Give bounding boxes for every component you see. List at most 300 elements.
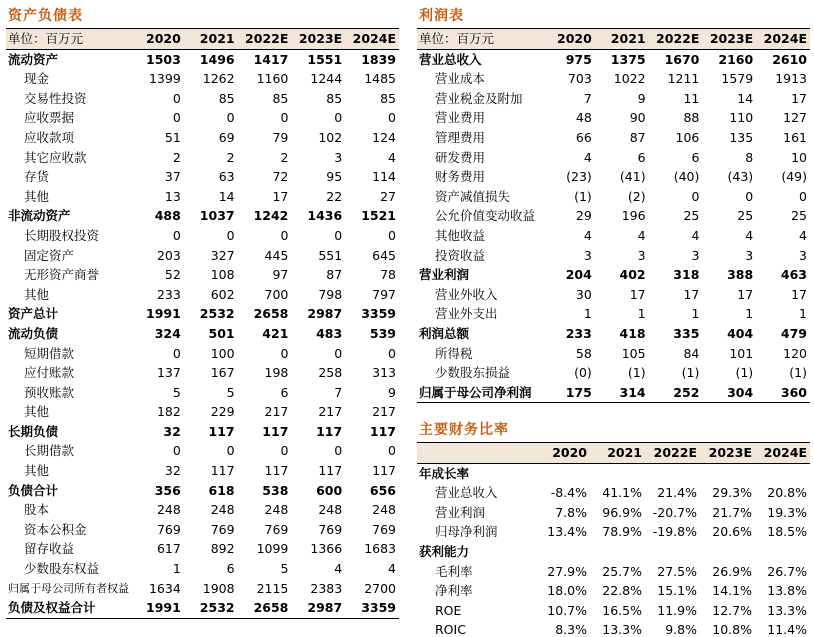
cell-value: 258 <box>318 365 343 381</box>
cell-value: 4 <box>334 561 343 577</box>
cell-value: (1) <box>681 365 700 381</box>
cell-value: 1099 <box>256 541 289 557</box>
table-row <box>6 187 399 207</box>
cell-value: 25 <box>791 208 807 224</box>
cell-value: -8.4% <box>550 485 587 501</box>
cell-value: 797 <box>372 286 396 302</box>
cell-value: 6 <box>280 384 289 400</box>
cell-value <box>590 542 645 562</box>
cell-value: 0 <box>691 188 700 204</box>
cell-value: 0 <box>388 227 396 243</box>
row-label: 营业总收入 <box>435 485 498 501</box>
cell-value: 41.1% <box>602 485 642 501</box>
table-row <box>417 187 810 207</box>
cell-value: 114 <box>372 169 396 185</box>
cell-value: 17 <box>791 286 807 302</box>
year-header: 2020 <box>541 29 595 50</box>
ratios-title: 主要财务比率 <box>419 422 509 438</box>
cell-value: 1375 <box>610 51 646 67</box>
cell-value: (23) <box>566 169 592 185</box>
cell-value: 769 <box>318 521 343 537</box>
cell-value: 117 <box>369 423 396 439</box>
year-header: 2022E <box>645 443 700 464</box>
cell-value: 798 <box>318 286 343 302</box>
cell-value: 32 <box>164 463 181 479</box>
row-label: 非流动资产 <box>8 208 71 224</box>
cell-value: 3 <box>583 247 592 263</box>
cell-value: 161 <box>783 129 807 145</box>
cell-value: 404 <box>727 325 754 341</box>
cell-value: 324 <box>154 325 181 341</box>
table-row <box>417 304 810 324</box>
table-row <box>6 246 399 266</box>
cell-value <box>755 542 810 562</box>
ratios-header-row <box>417 443 810 464</box>
cell-value: 7.8% <box>555 504 587 520</box>
cell-value: 7 <box>334 384 343 400</box>
row-label: 获利能力 <box>419 543 470 559</box>
row-label: 其他 <box>24 286 50 302</box>
cell-value: 0 <box>226 443 235 459</box>
cell-value: 17 <box>272 188 289 204</box>
cell-value: 1242 <box>253 208 289 224</box>
year-header: 2021 <box>590 443 645 464</box>
row-label: 预收账款 <box>24 384 75 400</box>
row-label: 股本 <box>24 502 50 518</box>
cell-value: 975 <box>565 51 592 67</box>
cell-value: 27.5% <box>657 563 697 579</box>
cell-value: 3 <box>799 247 807 263</box>
cell-value: 22 <box>326 188 343 204</box>
cell-value: 0 <box>388 443 396 459</box>
cell-value: 5 <box>226 384 235 400</box>
table-row <box>6 285 399 305</box>
cell-value: 4 <box>799 227 807 243</box>
table-row <box>6 539 399 559</box>
row-label: 存货 <box>24 169 50 185</box>
cell-value: 551 <box>318 247 343 263</box>
income-statement-panel <box>417 4 810 403</box>
cell-value: (1) <box>735 365 754 381</box>
cell-value: 204 <box>565 267 592 283</box>
year-header: 2022E <box>238 29 292 50</box>
row-label: 留存收益 <box>24 541 75 557</box>
balance-sheet-header-row <box>6 29 399 50</box>
cell-value: (43) <box>727 169 754 185</box>
cell-value: 618 <box>208 482 235 498</box>
cell-value: 175 <box>541 383 595 403</box>
cell-value: 87 <box>629 129 646 145</box>
cell-value: 1503 <box>146 51 181 67</box>
cell-value: 124 <box>372 129 396 145</box>
cell-value: 27.9% <box>547 563 587 579</box>
cell-value: 4 <box>583 227 592 243</box>
cell-value: 229 <box>210 404 235 420</box>
row-label: 固定资产 <box>24 247 75 263</box>
table-row <box>417 522 810 542</box>
cell-value: 488 <box>154 208 181 224</box>
row-label: 少数股东损益 <box>435 365 511 381</box>
cell-value <box>700 542 755 562</box>
table-row <box>417 167 810 187</box>
cell-value: 85 <box>380 90 396 106</box>
cell-value: 196 <box>621 208 646 224</box>
cell-value: 26.7% <box>767 563 807 579</box>
row-label: 负债合计 <box>8 482 59 498</box>
cell-value: 13.8% <box>767 583 807 599</box>
row-label: ROE <box>435 602 462 618</box>
row-label: 流动资产 <box>8 51 59 67</box>
table-row <box>417 108 810 128</box>
table-row <box>6 49 399 69</box>
row-label: 研发费用 <box>435 149 486 165</box>
cell-value: 2383 <box>310 580 343 596</box>
cell-value: 769 <box>156 521 181 537</box>
table-row <box>6 422 399 442</box>
cell-value: 248 <box>318 502 343 518</box>
cell-value: 79 <box>272 129 289 145</box>
cell-value: 13.3% <box>767 602 807 618</box>
cell-value: 18.5% <box>767 524 807 540</box>
cell-value: 2532 <box>184 598 238 618</box>
year-header: 2024E <box>345 29 399 50</box>
cell-value: 3359 <box>345 598 399 618</box>
row-label: 短期借款 <box>24 345 75 361</box>
cell-value: 9 <box>637 90 646 106</box>
cell-value: 26.9% <box>712 563 752 579</box>
cell-value: 100 <box>210 345 235 361</box>
cell-value: 1037 <box>199 208 235 224</box>
cell-value: 25.7% <box>602 563 642 579</box>
cell-value <box>535 542 590 562</box>
table-row <box>417 344 810 364</box>
cell-value: 656 <box>369 482 396 498</box>
cell-value: 182 <box>156 404 181 420</box>
cell-value: 318 <box>673 267 700 283</box>
cell-value: 9 <box>388 384 396 400</box>
cell-value: 602 <box>210 286 235 302</box>
cell-value: 769 <box>264 521 289 537</box>
table-row <box>6 402 399 422</box>
cell-value <box>755 463 810 483</box>
balance-sheet-title: 资产负债表 <box>8 8 83 24</box>
cell-value: 117 <box>210 463 235 479</box>
cell-value: 0 <box>226 227 235 243</box>
cell-value: 1496 <box>199 51 235 67</box>
cell-value: 78.9% <box>602 524 642 540</box>
cell-value: 1913 <box>775 71 807 87</box>
cell-value: 51 <box>164 129 181 145</box>
row-label: 归母净利润 <box>435 524 498 540</box>
table-row <box>417 226 810 246</box>
cell-value: (40) <box>673 169 700 185</box>
cell-value: 101 <box>729 345 754 361</box>
balance-sheet-table <box>6 28 399 619</box>
cell-value: 313 <box>372 365 396 381</box>
cell-value: 14 <box>737 90 754 106</box>
cell-value: 700 <box>264 286 289 302</box>
cell-value: 5 <box>280 561 289 577</box>
row-label: ROIC <box>417 620 535 637</box>
cell-value: 2115 <box>256 580 289 596</box>
row-label: 营业费用 <box>435 110 486 126</box>
cell-value: 95 <box>326 169 343 185</box>
cell-value: 58 <box>575 345 592 361</box>
cell-value: 3 <box>691 247 700 263</box>
cell-value: 327 <box>210 247 235 263</box>
row-label: 其他 <box>24 463 50 479</box>
table-row <box>6 500 399 520</box>
cell-value: 483 <box>316 325 343 341</box>
cell-value: 117 <box>318 463 343 479</box>
row-label: 营业税金及附加 <box>435 90 523 106</box>
cell-value: 617 <box>156 541 181 557</box>
cell-value: 117 <box>264 463 289 479</box>
cell-value: 14 <box>218 188 235 204</box>
cell-value: 402 <box>619 267 646 283</box>
row-label: 营业总收入 <box>419 51 482 67</box>
year-header: 2023E <box>291 29 345 50</box>
table-row <box>6 128 399 148</box>
cell-value: 135 <box>729 129 754 145</box>
year-header: 2022E <box>649 29 703 50</box>
cell-value <box>700 463 755 483</box>
table-row <box>417 265 810 285</box>
row-label: 负债及权益合计 <box>6 598 130 618</box>
table-row <box>417 206 810 226</box>
year-header: 2021 <box>184 29 238 50</box>
cell-value: 1634 <box>148 580 181 596</box>
cell-value: 1399 <box>148 71 181 87</box>
cell-value: 87 <box>326 267 343 283</box>
cell-value: 18.0% <box>547 583 587 599</box>
table-row <box>6 226 399 246</box>
cell-value: 127 <box>783 110 807 126</box>
cell-value: 16.5% <box>602 602 642 618</box>
table-row <box>417 483 810 503</box>
cell-value: 2987 <box>291 598 345 618</box>
cell-value: 7 <box>583 90 592 106</box>
cell-value: 1 <box>637 306 646 322</box>
cell-value: 203 <box>156 247 181 263</box>
cell-value: 0 <box>334 110 343 126</box>
row-label: 应收票据 <box>24 110 75 126</box>
cell-value: 15.1% <box>657 583 697 599</box>
cell-value: 10 <box>791 149 807 165</box>
cell-value: 233 <box>156 286 181 302</box>
cell-value: 0 <box>280 443 289 459</box>
cell-value: 769 <box>372 521 396 537</box>
cell-value: 0 <box>172 227 181 243</box>
cell-value: 10.8% <box>700 620 755 637</box>
table-row <box>417 562 810 582</box>
cell-value: 1262 <box>202 71 235 87</box>
cell-value: 52 <box>164 267 181 283</box>
row-label: 营业成本 <box>435 71 486 87</box>
cell-value: 3359 <box>361 306 396 322</box>
cell-value: 6 <box>637 149 646 165</box>
cell-value: 29 <box>575 208 592 224</box>
cell-value: 2160 <box>718 51 754 67</box>
table-row <box>6 559 399 579</box>
cell-value: 88 <box>683 110 700 126</box>
balance-sheet-panel <box>6 4 399 619</box>
cell-value: 1683 <box>364 541 396 557</box>
cell-value: 248 <box>210 502 235 518</box>
cell-value: (0) <box>574 365 592 381</box>
row-label: 其他收益 <box>435 227 486 243</box>
cell-value: 32 <box>163 423 181 439</box>
cell-value: 10.7% <box>547 602 587 618</box>
table-row <box>6 148 399 168</box>
cell-value: 198 <box>264 365 289 381</box>
cell-value: 17 <box>683 286 700 302</box>
income-statement-table <box>417 28 810 403</box>
cell-value: 356 <box>154 482 181 498</box>
table-row <box>417 620 810 637</box>
cell-value: 20.6% <box>712 524 752 540</box>
ratios-header-blank <box>417 443 535 464</box>
row-label: 营业利润 <box>435 504 486 520</box>
cell-value: 1839 <box>361 51 396 67</box>
cell-value: 8.3% <box>535 620 590 637</box>
cell-value: 30 <box>575 286 592 302</box>
unit-label: 单位：百万元 <box>417 29 541 50</box>
table-row <box>417 128 810 148</box>
cell-value: 6 <box>691 149 700 165</box>
table-row <box>417 49 810 69</box>
row-label: 毛利率 <box>435 563 473 579</box>
cell-value: (2) <box>627 188 646 204</box>
cell-value: 85 <box>272 90 289 106</box>
cell-value: 600 <box>316 482 343 498</box>
table-row <box>417 601 810 621</box>
table-row <box>6 324 399 344</box>
cell-value: 0 <box>799 188 807 204</box>
cell-value: 1991 <box>146 306 181 322</box>
table-row <box>417 69 810 89</box>
cell-value: 421 <box>262 325 289 341</box>
table-row <box>6 265 399 285</box>
ratios-panel <box>417 418 810 637</box>
cell-value: 106 <box>675 129 700 145</box>
row-label: 无形资产商誉 <box>24 267 100 283</box>
cell-value: 13.4% <box>547 524 587 540</box>
cell-value: 1485 <box>364 71 396 87</box>
cell-value: 463 <box>780 267 807 283</box>
table-row <box>6 441 399 461</box>
cell-value: 11.4% <box>755 620 810 637</box>
row-label: 所得税 <box>435 345 473 361</box>
table-row <box>417 148 810 168</box>
cell-value: 1670 <box>664 51 700 67</box>
cell-value: 2658 <box>238 598 292 618</box>
cell-value: 2 <box>172 149 181 165</box>
table-row <box>417 503 810 523</box>
cell-value: 1521 <box>361 208 396 224</box>
cell-value: 539 <box>369 325 396 341</box>
ratios-table <box>417 442 810 637</box>
row-label: 财务费用 <box>435 169 486 185</box>
cell-value: 445 <box>264 247 289 263</box>
row-label: 利润总额 <box>419 325 470 341</box>
cell-value: 0 <box>280 110 289 126</box>
cell-value: 120 <box>783 345 807 361</box>
year-header: 2023E <box>702 29 756 50</box>
cell-value: 2532 <box>199 306 235 322</box>
cell-value: 69 <box>218 129 235 145</box>
row-label: 年成长率 <box>419 465 470 481</box>
cell-value: 4 <box>745 227 754 243</box>
cell-value: 4 <box>637 227 646 243</box>
row-label: 投资收益 <box>435 247 486 263</box>
table-row <box>6 598 399 618</box>
cell-value: 13 <box>164 188 181 204</box>
table-row <box>6 520 399 540</box>
cell-value: (41) <box>619 169 646 185</box>
cell-value: 538 <box>262 482 289 498</box>
row-label: 长期股权投资 <box>24 227 100 243</box>
table-row <box>6 108 399 128</box>
cell-value: 0 <box>388 345 396 361</box>
cell-value: 252 <box>649 383 703 403</box>
cell-value: 233 <box>565 325 592 341</box>
table-row <box>6 481 399 501</box>
row-label: 资产减值损失 <box>435 188 511 204</box>
cell-value: 0 <box>334 443 343 459</box>
cell-value: 1 <box>172 561 181 577</box>
cell-value: 248 <box>156 502 181 518</box>
table-row <box>417 285 810 305</box>
cell-value: 11.9% <box>657 602 697 618</box>
cell-value: (1) <box>789 365 807 381</box>
cell-value: 1436 <box>307 208 343 224</box>
cell-value: 19.3% <box>767 504 807 520</box>
row-label: 长期负债 <box>8 423 59 439</box>
table-row <box>6 89 399 109</box>
cell-value: 1579 <box>721 71 754 87</box>
row-label: 归属于母公司净利润 <box>417 383 541 403</box>
cell-value: 304 <box>702 383 756 403</box>
cell-value: 1908 <box>202 580 235 596</box>
cell-value: 645 <box>372 247 396 263</box>
cell-value: 17 <box>629 286 646 302</box>
cell-value: 78 <box>380 267 396 283</box>
cell-value: 25 <box>683 208 700 224</box>
row-label: 管理费用 <box>435 129 486 145</box>
cell-value: 72 <box>272 169 289 185</box>
cell-value: 117 <box>372 463 396 479</box>
cell-value: 110 <box>729 110 754 126</box>
cell-value: 12.7% <box>712 602 752 618</box>
row-label: 现金 <box>24 71 50 87</box>
cell-value: 5 <box>172 384 181 400</box>
table-row <box>6 363 399 383</box>
cell-value: 0 <box>334 345 343 361</box>
table-row <box>6 344 399 364</box>
cell-value: 248 <box>264 502 289 518</box>
table-row <box>417 246 810 266</box>
cell-value: 37 <box>164 169 181 185</box>
year-header: 2023E <box>700 443 755 464</box>
row-label: 营业外支出 <box>435 306 498 322</box>
row-label: 净利率 <box>435 583 473 599</box>
cell-value: 1 <box>583 306 592 322</box>
row-label: 交易性投资 <box>24 90 87 106</box>
cell-value: 1160 <box>256 71 289 87</box>
cell-value: 501 <box>208 325 235 341</box>
cell-value: 3 <box>334 149 343 165</box>
